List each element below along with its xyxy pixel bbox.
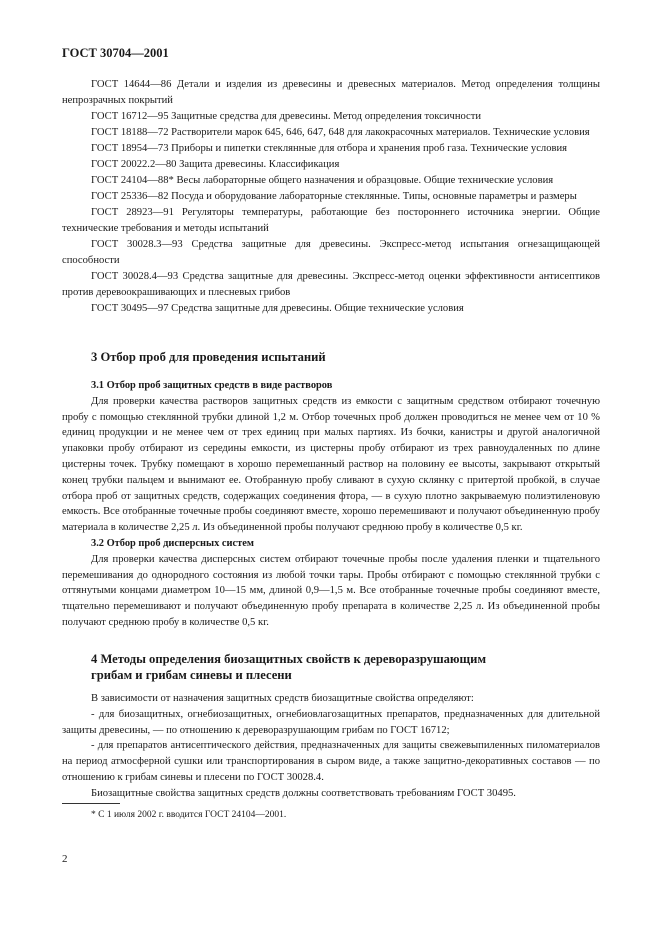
reference-item: ГОСТ 18954—73 Приборы и пипетки стеклянные для отбора и хранения проб газа. Технические условия — [91, 143, 568, 154]
reference-item: ГОСТ 20022.2—80 Защита древесины. Классификация — [91, 159, 340, 170]
page-number: 2 — [62, 853, 68, 865]
section-4-intro: В зависимости от назначения защитных средств биозащитные свойства определяют: — [91, 693, 474, 704]
document-header: ГОСТ 30704—2001 — [62, 46, 169, 60]
section-4-item-2: - для препаратов антисептического действия, предназначенных для защиты свежевыпиленных пиломатериалов на период атмосферной сушки или транспортирования в сыром виде, а также защитно-декоративных составов — по отношению к грибам синевы и плесени по ГОСТ 30028.4. — [62, 740, 600, 783]
section-4-heading-line2: грибам и грибам синевы и плесени — [91, 668, 292, 682]
section-4-body — [62, 691, 600, 802]
section-3-body — [62, 378, 600, 631]
reference-item: ГОСТ 30028.4—93 Средства защитные для древесины. Экспресс-метод оценки эффективности антисептиков против деревоокрашивающих и плесневых грибов — [62, 271, 600, 298]
normative-references-list — [62, 77, 600, 317]
reference-item: ГОСТ 28923—91 Регуляторы температуры, работающие без постороннего источника энергии. Общие технические требования и методы испытаний — [62, 207, 600, 234]
reference-item: ГОСТ 24104—88* Весы лабораторные общего назначения и образцовые. Общие технические условия — [91, 175, 554, 186]
section-4-closing: Биозащитные свойства защитных средств должны соответствовать требованиям ГОСТ 30495. — [91, 787, 516, 799]
subsection-3-1-heading: 3.1 Отбор проб защитных средств в виде растворов — [91, 380, 333, 391]
subsection-3-2-heading: 3.2 Отбор проб дисперсных систем — [91, 537, 254, 549]
section-4-item-1: - для биозащитных, огнебиозащитных, огнебиовлагозащитных препаратов, предназначенных для длительной защиты древесины, — по отношению к дереворазрушающим грибам по ГОСТ 16712; — [62, 708, 600, 736]
reference-item: ГОСТ 30028.3—93 Средства защитные для древесины. Экспресс-метод испытания огнезащищающей способности — [62, 239, 600, 266]
subsection-3-2-text: Для проверки качества дисперсных систем отбирают точечные пробы после удаления пленки и тщательного перемешивания до однородного состояния из любой точки тары. Пробы отбирают с помощью стеклянной трубки с оттянутыми концами диаметром 10—15 мм, длиной 0,9—1,5 м. Все отобранные точечные пробы соединяют вместе, тщательно перемешивают и получают объединенную пробу препарата в количестве 2,25 л. Из объединенной пробы получают среднюю пробу в количестве 0,5 кг. — [62, 553, 600, 628]
footnote-rule — [62, 803, 120, 804]
reference-item: ГОСТ 14644—86 Детали и изделия из древесины и древесных материалов. Метод определения толщины непрозрачных покрытий — [62, 79, 600, 106]
footnote: * С 1 июля 2002 г. вводится ГОСТ 24104—2001. — [91, 810, 287, 820]
section-3-heading: 3 Отбор проб для проведения испытаний — [91, 350, 326, 364]
reference-item: ГОСТ 18188—72 Растворители марок 645, 646, 647, 648 для лакокрасочных материалов. Технические условия — [91, 127, 590, 138]
section-4-heading-line1: 4 Методы определения биозащитных свойств к дереворазрушающим — [91, 652, 487, 666]
reference-item: ГОСТ 25336—82 Посуда и оборудование лабораторные стеклянные. Типы, основные параметры и размеры — [91, 191, 577, 202]
reference-item: ГОСТ 16712—95 Защитные средства для древесины. Метод определения токсичности — [91, 111, 482, 122]
reference-item: ГОСТ 30495—97 Средства защитные для древесины. Общие технические условия — [91, 303, 464, 314]
section-4-heading — [91, 651, 591, 683]
subsection-3-1-text: Для проверки качества растворов защитных средств из емкости с защитным средством отбирают точечную пробу с помощью стеклянной трубки длиной 1,2 м. Отбор точечных проб должен проводиться не менее чем от 10 % единиц продукции и не менее чем от трех единиц при малых партиях. Из бочки, канистры и другой аналогичной упаковки пробу отбирают из середины емкости, из цистерны пробу отбирают из трех равноудаленных по длине цистерны точек. Трубку помещают в хорошо перемешанный раствор на половину ее высоты, закрывают открытый конец трубки пальцем и вынимают ее. Отобранную пробу сливают в сухую склянку с притертой пробкой, в случае отбора проб от защитных средств, содержащих соединения фтора, — в сухую плотно закрываемую полиэтиленовую емкость. Все отобранные точечные пробы соединяют вместе, хорошо перемешивают и получают объединенную пробу материала в количестве 2,25 л. Из объединенной пробы получают среднюю пробу в количестве 0,5 кг. — [62, 395, 600, 534]
